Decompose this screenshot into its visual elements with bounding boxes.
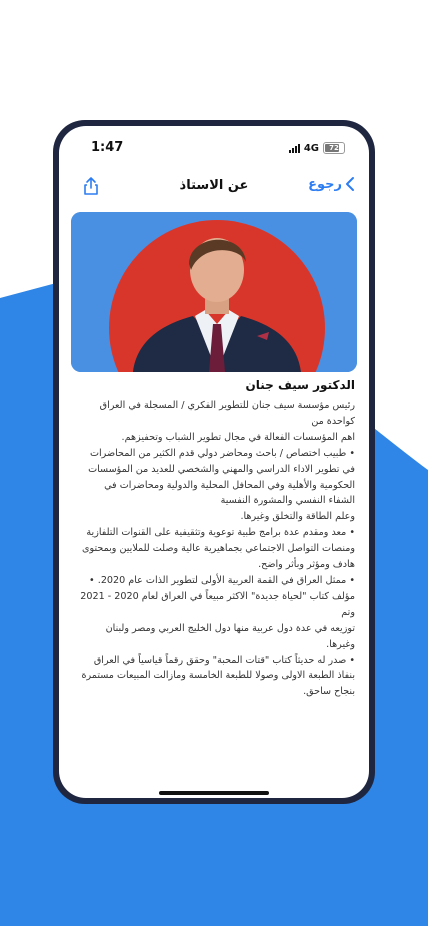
battery-icon — [323, 142, 345, 154]
profile-photo — [71, 212, 357, 372]
battery-level: 72 — [329, 144, 339, 152]
navigation-bar — [59, 170, 369, 204]
status-bar — [59, 126, 369, 166]
signal-bars-icon — [289, 144, 300, 153]
status-time: 1:47 — [91, 140, 124, 155]
back-label: رجوع — [308, 176, 342, 192]
home-indicator[interactable] — [159, 791, 269, 795]
profile-bio: رئيس مؤسسة سيف جنان للتطوير الفكري / المسجلة في العراق كواحدة من اهم المؤسسات الفعالة في مجال تطوير الشباب وتحفيزهم. • طبيب اختصاص / باحث ومحاضر دولي قدم الكثير من المحاضرات في تطوير الاداء الدراسي والمهني والشخصي للعديد من المؤسسات الحكومية والأهلية وفي المحافل المحلية والدولية ومحاضرات في الشفاء النفسي والمشورة النفسية وعلم الطاقة والتخلق وغيرها. • معد ومقدم عدة برامج طبية توعوية وتثقيفية على القنوات التلفازية ومنصات التواصل الاجتماعي بجماهيرية عالية وصلت للملايين وبمحتوى هادف ومؤثر وبأثر واضح. • ممثل العراق في القمة العربية الأولى لتطوير الذات عام 2020. • مؤلف كتاب "لحياة جديدة" الاكثر مبيعاً في العراق لعام 2020 - 2021 وتم توزيعه في عدة دول عربية منها دول الخليج العربي ومصر ولبنان وغيرها. • صدر له حديثاً كتاب "قتات المحبة" وحقق رقماً قياسياً في العراق بنفاذ الطبعة الاولى وصولا للطبعة الخامسة ومازالت المبيعات مستمرة بنجاح ساحق. — [80, 400, 355, 698]
page-title: عن الاستاذ — [179, 178, 249, 193]
network-label: 4G — [303, 142, 319, 154]
chevron-left-icon — [345, 176, 355, 192]
phone-frame — [53, 120, 375, 804]
status-indicators — [289, 142, 345, 154]
profile-name: الدكتور سيف جنان — [245, 378, 355, 392]
phone-screen — [59, 126, 369, 798]
back-button[interactable] — [308, 176, 355, 192]
profile-content — [75, 378, 355, 700]
